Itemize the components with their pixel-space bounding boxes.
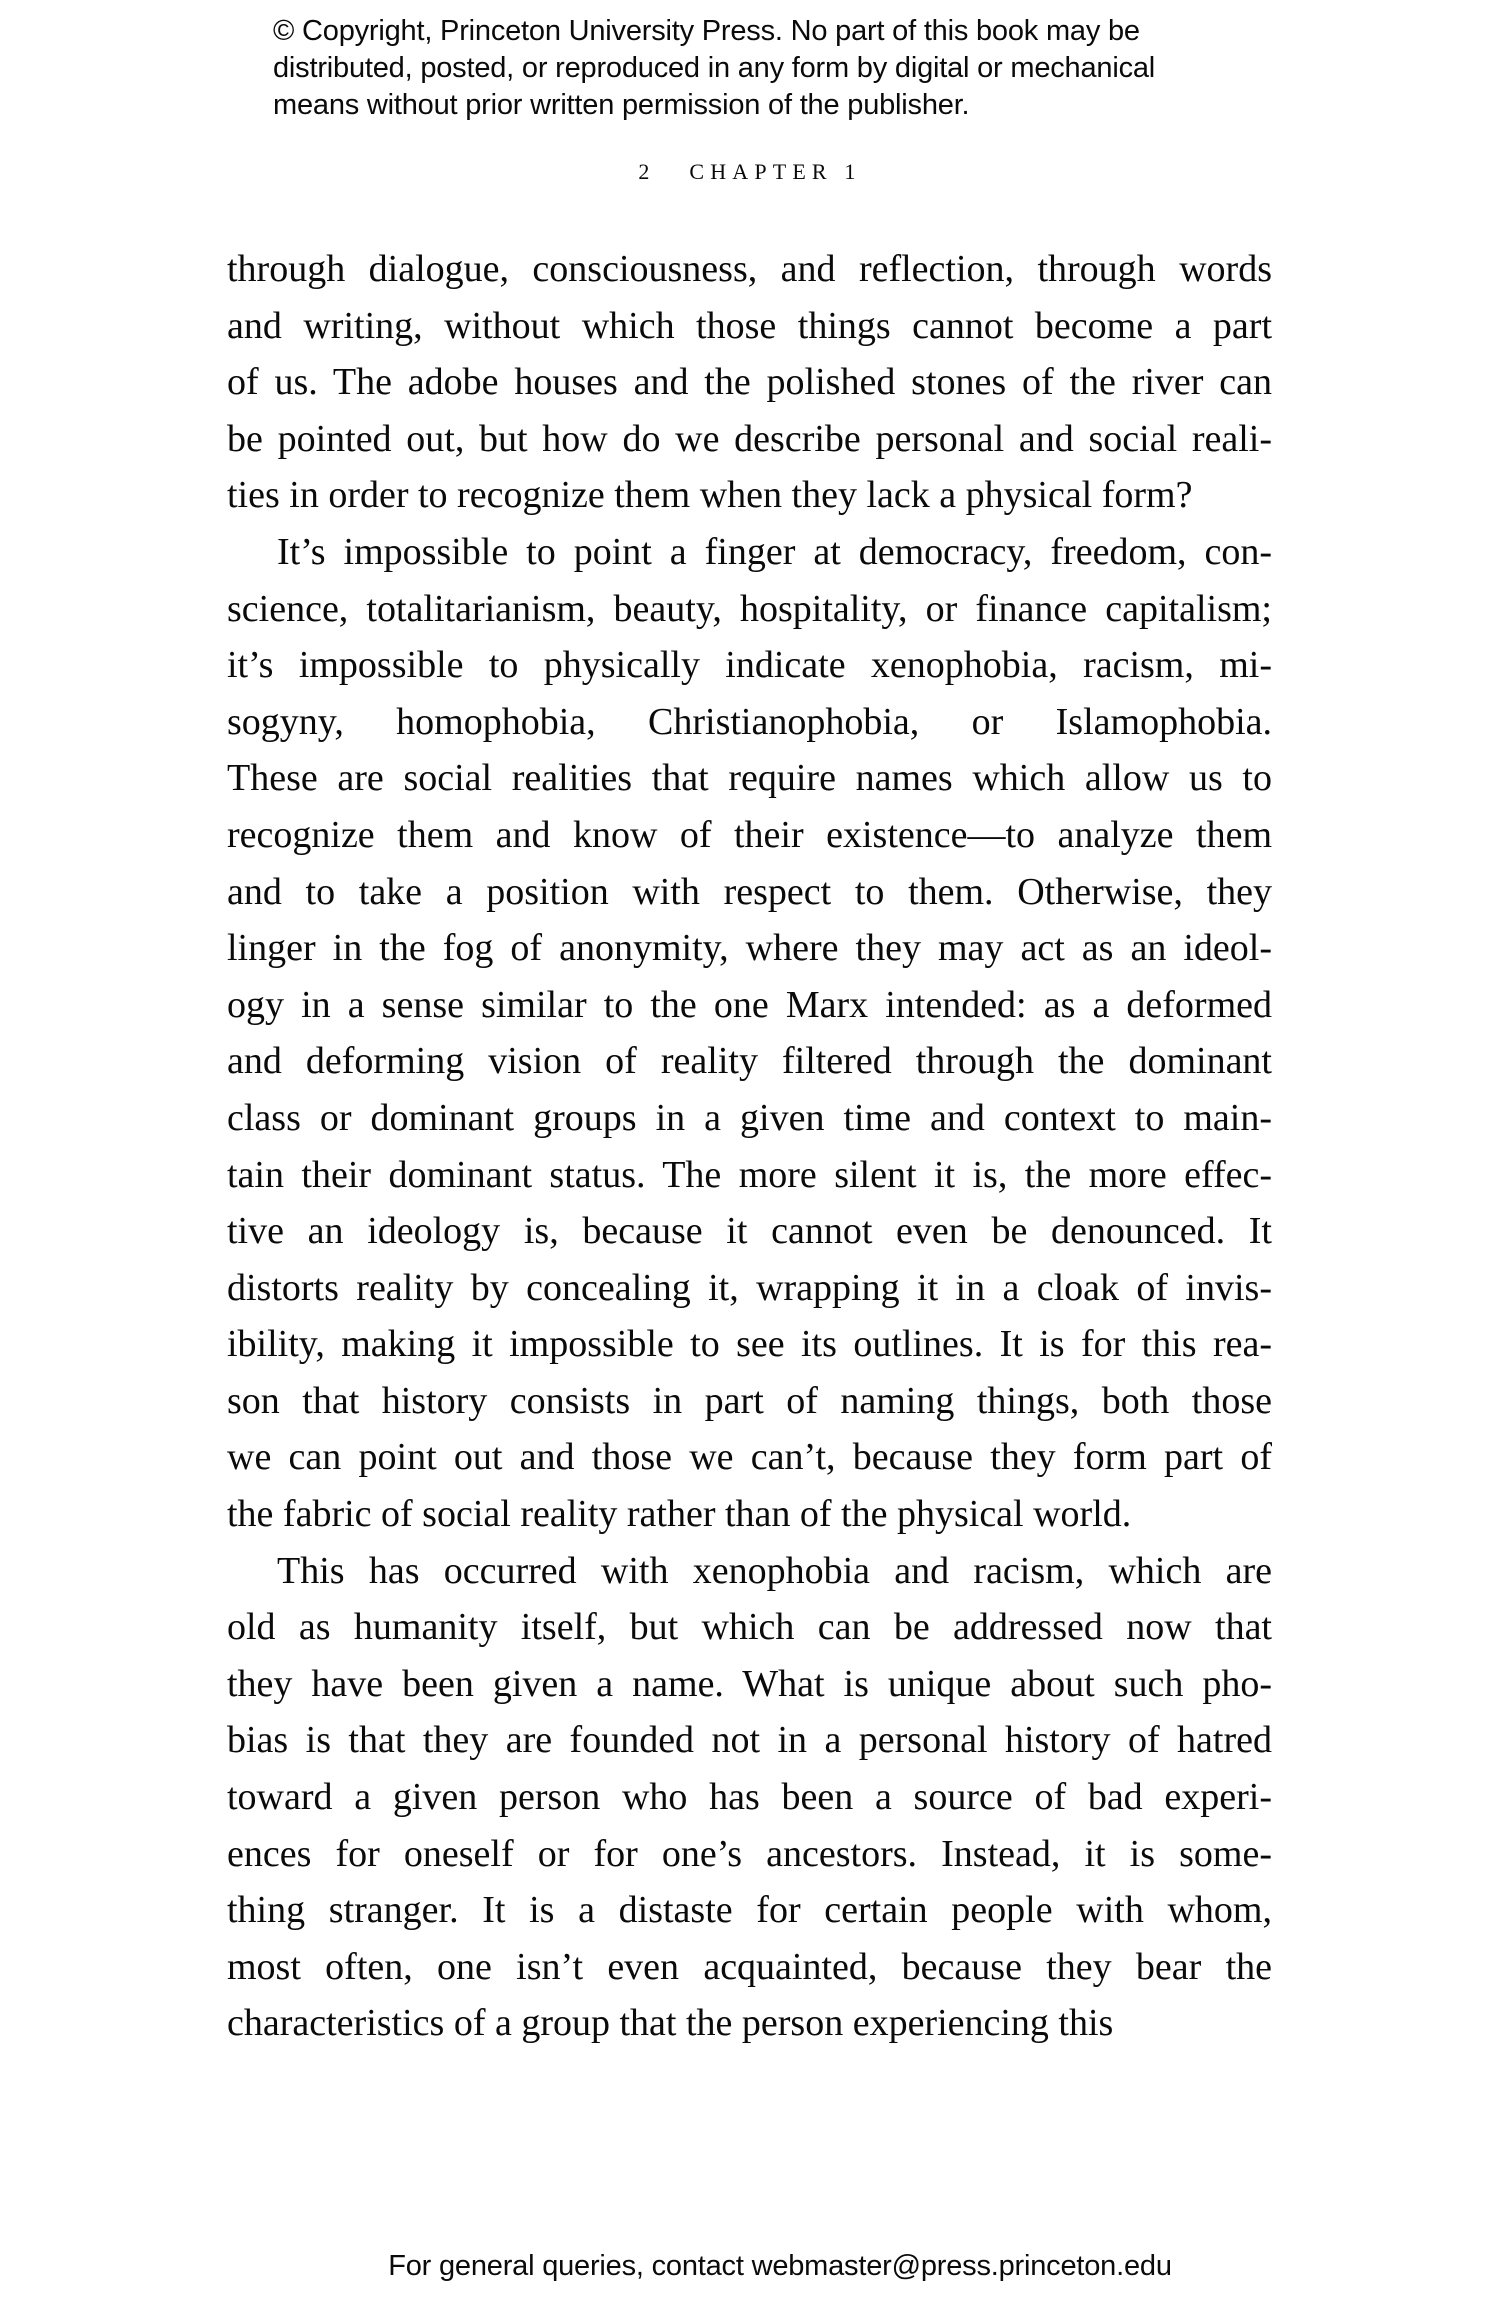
paragraph — [227, 241, 1272, 524]
running-head — [0, 158, 1500, 186]
body-line: science, totalitarianism, beauty, hospitality, or finance capitalism; — [227, 587, 1272, 630]
page-number: 2 — [638, 159, 650, 184]
body-line: through dialogue, consciousness, and reflection, through words — [227, 248, 1272, 290]
copyright-notice — [273, 13, 1433, 124]
body-text — [227, 241, 1272, 2052]
footer-contact: For general queries, contact webmaster@press.princeton.edu — [388, 2250, 1172, 2282]
copyright-line: means without prior written permission of the publisher. — [273, 89, 970, 121]
body-line: most often, one isn’t even acquainted, because they bear the — [227, 1945, 1272, 1988]
body-line: It’s impossible to point a finger at democracy, freedom, con- — [277, 530, 1272, 573]
copyright-line: © Copyright, Princeton University Press. No part of this book may be — [273, 15, 1140, 47]
paragraph — [227, 1543, 1272, 2052]
chapter-label: CHAPTER 1 — [689, 159, 862, 184]
body-line: be pointed out, but how do we describe personal and social reali- — [227, 417, 1272, 460]
body-line: These are social realities that require names which allow us to — [227, 757, 1272, 800]
body-line: ogy in a sense similar to the one Marx intended: as a deformed — [227, 983, 1272, 1026]
copyright-line: distributed, posted, or reproduced in any form by digital or mechanical — [273, 52, 1156, 84]
body-line: class or dominant groups in a given time and context to main- — [227, 1096, 1272, 1139]
body-line: ibility, making it impossible to see its outlines. It is for this rea- — [227, 1323, 1272, 1366]
body-line: son that history consists in part of naming things, both those — [227, 1379, 1272, 1422]
body-line: ences for oneself or for one’s ancestors. Instead, it is some- — [227, 1832, 1272, 1875]
body-line: recognize them and know of their existence—to analyze them — [227, 813, 1272, 856]
paragraph — [227, 524, 1272, 1543]
body-line: This has occurred with xenophobia and racism, which are — [277, 1549, 1272, 1592]
body-line: distorts reality by concealing it, wrapping it in a cloak of invis- — [227, 1266, 1272, 1309]
body-line: and writing, without which those things cannot become a part — [227, 304, 1272, 347]
body-line: and to take a position with respect to them. Otherwise, they — [227, 870, 1272, 913]
body-line: old as humanity itself, but which can be addressed now that — [227, 1606, 1272, 1649]
body-line: tive an ideology is, because it cannot even be denounced. It — [227, 1210, 1272, 1253]
body-line: we can point out and those we can’t, because they form part of — [227, 1436, 1272, 1479]
body-line: thing stranger. It is a distaste for certain people with whom, — [227, 1889, 1272, 1932]
body-line: ties in order to recognize them when they lack a physical form? — [227, 474, 1193, 517]
body-line: it’s impossible to physically indicate xenophobia, racism, mi- — [227, 644, 1272, 687]
body-line: the fabric of social reality rather than of the physical world. — [227, 1493, 1132, 1536]
body-line: tain their dominant status. The more silent it is, the more effec- — [227, 1153, 1272, 1196]
body-line: sogyny, homophobia, Christianophobia, or Islamophobia. — [227, 700, 1272, 743]
body-line: and deforming vision of reality filtered through the dominant — [227, 1040, 1272, 1083]
body-line: characteristics of a group that the person experiencing this — [227, 2002, 1114, 2045]
body-line: they have been given a name. What is unique about such pho- — [227, 1662, 1272, 1705]
body-line: toward a given person who has been a source of bad experi- — [227, 1776, 1272, 1819]
body-line: of us. The adobe houses and the polished stones of the river can — [227, 361, 1272, 404]
body-line: linger in the fog of anonymity, where they may act as an ideol- — [227, 927, 1272, 970]
body-line: bias is that they are founded not in a personal history of hatred — [227, 1719, 1272, 1762]
